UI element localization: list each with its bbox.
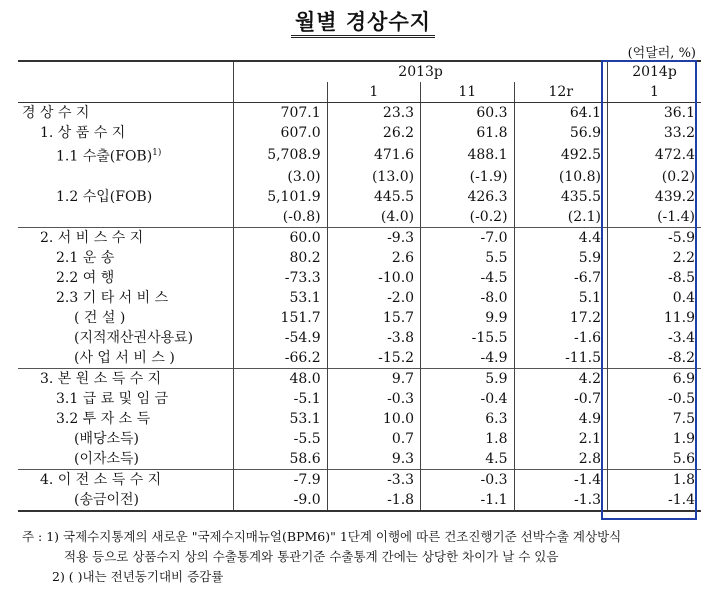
cell-value: 607.0 (234, 123, 327, 143)
cell-value: 33.2 (607, 123, 701, 143)
table-row (18, 449, 701, 470)
cell-value: -54.9 (234, 328, 327, 348)
cell-value: -6.7 (514, 268, 607, 288)
footnotes (22, 527, 712, 587)
cell-value: 5.9 (421, 368, 514, 389)
unit-label: (억달러, %) (627, 46, 696, 61)
table-row (18, 490, 701, 511)
footnote-1: 주 : 1) 국제수지통계의 새로운 "국제수지매뉴얼(BPM6)" 1단계 이행에 따른 건조진행기준 선박수출 계상방식 (22, 529, 622, 544)
cell-value: 60.3 (421, 103, 514, 124)
table-row (18, 328, 701, 348)
row-label: 2. 서 비 스 수 지 (18, 227, 234, 248)
header-blank-2 (18, 82, 234, 103)
cell-value: -66.2 (234, 348, 327, 369)
cell-value: 9.7 (327, 368, 420, 389)
table-row (18, 409, 701, 429)
cell-value: 4.5 (421, 449, 514, 470)
table-row (18, 389, 701, 409)
cell-value: -5.9 (607, 227, 701, 248)
cell-value: 36.1 (607, 103, 701, 124)
cell-value: 9.3 (327, 449, 420, 470)
row-label (18, 207, 234, 228)
cell-value: 2.8 (514, 449, 607, 470)
footnote-2: 2) ( )내는 전년동기대비 증감률 (52, 569, 224, 584)
cell-value: 151.7 (234, 308, 327, 328)
footnote-marker: 1) (152, 148, 162, 158)
header-col-2014-1: 1 (607, 82, 701, 103)
cell-value: 53.1 (234, 409, 327, 429)
cell-value: -73.3 (234, 268, 327, 288)
cell-value: 0.4 (607, 288, 701, 308)
cell-value: 7.5 (607, 409, 701, 429)
row-label: (송금이전) (18, 490, 234, 511)
row-label: (지적재산권사용료) (74, 329, 194, 346)
header-2014: 2014p (607, 61, 701, 82)
cell-value: -8.2 (607, 348, 701, 369)
table-row (18, 167, 701, 187)
cell-value: -0.3 (421, 469, 514, 490)
row-label: 1.1 수출(FOB)$^{1)}$ (56, 148, 162, 165)
cell-value: -9.3 (327, 227, 420, 248)
table-row (18, 308, 701, 328)
cell-value: (13.0) (327, 167, 420, 187)
cell-value: (0.2) (607, 167, 701, 187)
cell-value: 707.1 (234, 103, 327, 124)
row-label: (배당소득) (74, 430, 140, 447)
cell-value: 15.7 (327, 308, 420, 328)
cell-value: -0.4 (421, 389, 514, 409)
cell-value: -3.3 (327, 469, 420, 490)
cell-value: 0.7 (327, 429, 420, 449)
cell-value: 1.8 (607, 469, 701, 490)
cell-value: (3.0) (234, 167, 327, 187)
cell-value: (-0.8) (234, 207, 327, 228)
header-blank (18, 61, 234, 82)
cell-value: (4.0) (327, 207, 420, 228)
cell-value: -3.8 (327, 328, 420, 348)
table-row (18, 248, 701, 268)
cell-value: 488.1 (421, 143, 514, 167)
cell-value: 445.5 (327, 187, 420, 207)
cell-value: 60.0 (234, 227, 327, 248)
cell-value: -2.0 (327, 288, 420, 308)
cell-value: 6.9 (607, 368, 701, 389)
table-row (18, 123, 701, 143)
table-row (18, 103, 701, 124)
cell-value: 4.4 (514, 227, 607, 248)
cell-value: 5.9 (514, 248, 607, 268)
cell-value: -10.0 (327, 268, 420, 288)
cell-value: -15.5 (421, 328, 514, 348)
cell-value: -5.5 (234, 429, 327, 449)
cell-value: 53.1 (234, 288, 327, 308)
row-label: ( 건 설 ) (74, 309, 126, 326)
table-row (18, 288, 701, 308)
header-col-1: 1 (327, 82, 420, 103)
cell-value: -4.9 (421, 348, 514, 369)
cell-value: 435.5 (514, 187, 607, 207)
footnote-1-cont: 적용 등으로 상품수지 상의 수출통계와 통관기준 수출통계 간에는 상당한 차이가 날 수 있음 (64, 549, 559, 564)
cell-value: (10.8) (514, 167, 607, 187)
cell-value: 6.3 (421, 409, 514, 429)
header-row-months (18, 82, 701, 103)
cell-value: 48.0 (234, 368, 327, 389)
cell-value: 2.1 (514, 429, 607, 449)
cell-value: 80.2 (234, 248, 327, 268)
row-label: 1. 상 품 수 지 (40, 125, 126, 141)
cell-value: -1.4 (514, 469, 607, 490)
cell-value: 5.5 (421, 248, 514, 268)
cell-value: -11.5 (514, 348, 607, 369)
row-label: (이자소득) (74, 450, 140, 467)
cell-value: 56.9 (514, 123, 607, 143)
cell-value: 1.8 (421, 429, 514, 449)
table-row (18, 268, 701, 288)
cell-value: -1.6 (514, 328, 607, 348)
cell-value: 9.9 (421, 308, 514, 328)
cell-value: (2.1) (514, 207, 607, 228)
cell-value: 10.0 (327, 409, 420, 429)
row-label (18, 167, 234, 187)
table-row (18, 227, 701, 248)
cell-value: -1.4 (607, 490, 701, 511)
cell-value: 5.6 (607, 449, 701, 470)
cell-value: 2.2 (607, 248, 701, 268)
row-label: 2.1 운 송 (56, 249, 115, 266)
cell-value: 4.2 (514, 368, 607, 389)
cell-value: -0.5 (607, 389, 701, 409)
cell-value: (-0.2) (421, 207, 514, 228)
cell-value: 61.8 (421, 123, 514, 143)
cell-value: 426.3 (421, 187, 514, 207)
header-2013: 2013p (234, 61, 608, 82)
cell-value: 5,101.9 (234, 187, 327, 207)
cell-value: -8.0 (421, 288, 514, 308)
cell-value: -0.3 (327, 389, 420, 409)
header-col-12: 12r (514, 82, 607, 103)
cell-value: (-1.4) (607, 207, 701, 228)
table-row (18, 187, 701, 207)
row-label: 3. 본 원 소 득 수 지 (18, 368, 234, 389)
page-title: 월별 경상수지 (0, 6, 726, 36)
row-label: 3.1 급 료 및 임 금 (56, 390, 169, 407)
current-account-table (18, 60, 701, 512)
table-row (18, 207, 701, 228)
cell-value: 17.2 (514, 308, 607, 328)
cell-value: -5.1 (234, 389, 327, 409)
cell-value: -3.4 (607, 328, 701, 348)
cell-value: -1.3 (514, 490, 607, 511)
row-label: 4. 이 전 소 득 수 지 (18, 469, 234, 490)
cell-value: -1.8 (327, 490, 420, 511)
cell-value: 492.5 (514, 143, 607, 167)
cell-value: -7.0 (421, 227, 514, 248)
table-row (18, 143, 701, 167)
cell-value: -8.5 (607, 268, 701, 288)
cell-value: -0.7 (514, 389, 607, 409)
row-label: 2.3 기 타 서 비 스 (56, 289, 169, 306)
cell-value: 1.9 (607, 429, 701, 449)
row-label: 1.2 수입(FOB) (56, 188, 153, 205)
cell-value: -7.9 (234, 469, 327, 490)
cell-value: -9.0 (234, 490, 327, 511)
cell-value: -1.1 (421, 490, 514, 511)
cell-value: 439.2 (607, 187, 701, 207)
cell-value: -4.5 (421, 268, 514, 288)
cell-value: -15.2 (327, 348, 420, 369)
cell-value: 58.6 (234, 449, 327, 470)
row-label: 경 상 수 지 (22, 105, 90, 121)
cell-value: (-1.9) (421, 167, 514, 187)
table-row (18, 348, 701, 369)
header-row-group (18, 61, 701, 82)
row-label: 2.2 여 행 (56, 269, 115, 286)
cell-value: 11.9 (607, 308, 701, 328)
cell-value: 23.3 (327, 103, 420, 124)
cell-value: 472.4 (607, 143, 701, 167)
cell-value: 5,708.9 (234, 143, 327, 167)
cell-value: 64.1 (514, 103, 607, 124)
cell-value: 471.6 (327, 143, 420, 167)
row-label: 3.2 투 자 소 득 (56, 410, 151, 427)
cell-value: 4.9 (514, 409, 607, 429)
cell-value: 5.1 (514, 288, 607, 308)
table-row (18, 368, 701, 389)
header-col-11: 11 (421, 82, 514, 103)
cell-value: 26.2 (327, 123, 420, 143)
row-label: (사 업 서 비 스 ) (74, 349, 175, 366)
header-year (234, 82, 327, 103)
cell-value: 2.6 (327, 248, 420, 268)
table-row (18, 469, 701, 490)
table-row (18, 429, 701, 449)
